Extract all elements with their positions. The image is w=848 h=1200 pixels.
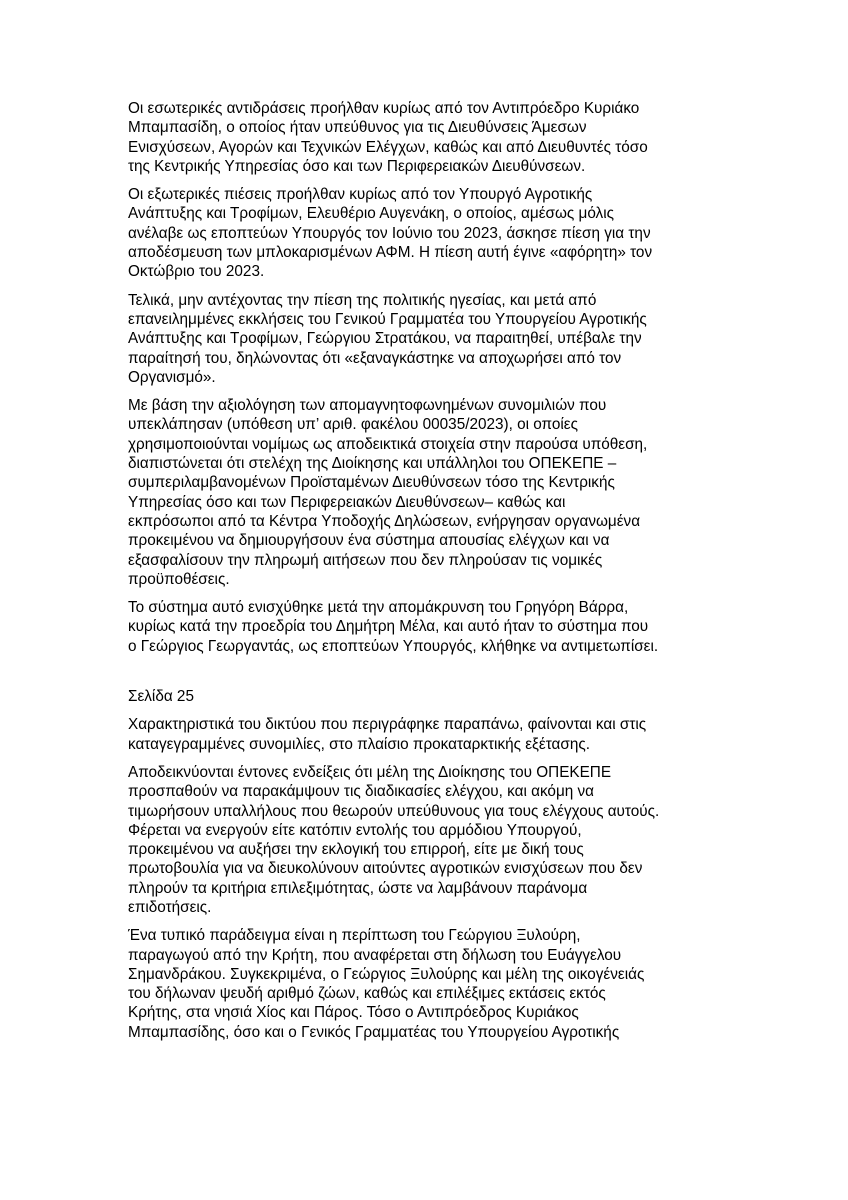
text-line: Με βάση την αξιολόγηση των απομαγνητοφωνημένων συνομιλιών που (128, 397, 607, 415)
text-line: τιμωρήσουν υπαλλήλους που θεωρούν υπεύθυνους για τους ελέγχους αυτούς. (128, 802, 660, 820)
text-line: Οι εξωτερικές πιέσεις προήλθαν κυρίως από τον Υπουργό Αγροτικής (128, 186, 593, 204)
page-number-label: Σελίδα 25 (128, 688, 194, 706)
text-line: υπεκλάπησαν (υπόθεση υπ’ αριθ. φακέλου 00035/2023), οι οποίες (128, 416, 578, 434)
document-page (128, 99, 828, 1051)
text-line: Ένα τυπικό παράδειγμα είναι η περίπτωση του Γεώργιου Ξυλούρη, (128, 927, 581, 945)
text-line: καταγεγραμμένες συνομιλίες, στο πλαίσιο προκαταρκτικής εξέτασης. (128, 735, 590, 753)
text-line: Σημανδράκου. Συγκεκριμένα, ο Γεώργιος Ξυλούρης και μέλη της οικογένειάς (128, 965, 645, 983)
text-line: Ενισχύσεων, Αγορών και Τεχνικών Ελέγχων, καθώς και από Διευθυντές τόσο (128, 138, 648, 156)
paragraph-external-pressures (128, 185, 828, 281)
text-line: Τελικά, μην αντέχοντας την πίεση της πολιτικής ηγεσίας, και μετά από (128, 291, 597, 309)
text-line: πληρούν τα κριτήρια επιλεξιμότητας, ώστε να λαμβάνουν παράνομα (128, 879, 588, 897)
text-line: προκειμένου να δημιουργήσουν ένα σύστημα απουσίας ελέγχων και να (128, 532, 610, 550)
text-line: της Κεντρικής Υπηρεσίας όσο και των Περιφερειακών Διευθύνσεων. (128, 157, 586, 175)
text-line: ανέλαβε ως εποπτεύων Υπουργός τον Ιούνιο του 2023, άσκησε πίεση για την (128, 224, 651, 242)
text-line: Υπηρεσίας όσο και των Περιφερειακών Διευθύνσεων– καθώς και (128, 493, 566, 511)
text-line: Οι εσωτερικές αντιδράσεις προήλθαν κυρίως από τον Αντιπρόεδρο Κυριάκο (128, 100, 640, 117)
text-line: αποδέσμευση των μπλοκαρισμένων ΑΦΜ. Η πίεση αυτή έγινε «αφόρητη» τον (128, 244, 653, 262)
text-line: παραίτησή του, δηλώνοντας ότι «εξαναγκάστηκε να αποχωρήσει από τον (128, 349, 622, 367)
text-line: εκπρόσωποι από τα Κέντρα Υποδοχής Δηλώσεων, ενήργησαν οργανωμένα (128, 512, 641, 530)
text-line: προσπαθούν να παρακάμψουν τις διαδικασίες ελέγχου, και ακόμη να (128, 783, 595, 801)
paragraph-system-reinforced (128, 598, 828, 656)
text-line: Ανάπτυξης και Τροφίμων, Γεώργιου Στρατάκου, να παραιτηθεί, υπέβαλε την (128, 330, 642, 348)
text-line: Το σύστημα αυτό ενισχύθηκε μετά την απομάκρυνση του Γρηγόρη Βάρρα, (128, 599, 629, 617)
text-line: παραγωγού από την Κρήτη, που αναφέρεται στη δήλωση του Ευάγγελου (128, 946, 622, 964)
text-line: προϋποθέσεις. (128, 570, 230, 588)
paragraph-resignation (128, 291, 828, 387)
text-line: διαπιστώνεται ότι στελέχη της Διοίκησης και υπάλληλοι του ΟΠΕΚΕΠΕ – (128, 455, 617, 473)
text-line: Μπαμπασίδης, όσο και ο Γενικός Γραμματέας του Υπουργείου Αγροτικής (128, 1023, 620, 1041)
paragraph-evidence-assessment (128, 396, 828, 589)
paragraph-typical-example (128, 926, 828, 1042)
text-line: Μπαμπασίδη, ο οποίος ήταν υπεύθυνος για τις Διευθύνσεις Άμεσων (128, 119, 587, 137)
text-line: Φέρεται να ενεργούν είτε κατόπιν εντολής του αρμόδιου Υπουργού, (128, 821, 582, 839)
text-line: Αποδεικνύονται έντονες ενδείξεις ότι μέλη της Διοίκησης του ΟΠΕΚΕΠΕ (128, 763, 612, 781)
text-line: Οργανισμό». (128, 368, 216, 386)
text-line: Ανάπτυξης και Τροφίμων, Ελευθέριο Αυγενάκη, ο οποίος, αμέσως μόλις (128, 205, 614, 223)
paragraph-internal-reactions (128, 99, 828, 176)
text-line: προκειμένου να αυξήσει την εκλογική του επιρροή, είτε με δική τους (128, 841, 584, 859)
text-line: Κρήτης, στα νησιά Χίος και Πάρος. Τόσο ο Αντιπρόεδρος Κυριάκος (128, 1004, 579, 1022)
text-line: κυρίως κατά την προεδρία του Δημήτρη Μέλα, και αυτό ήταν το σύστημα που (128, 618, 649, 636)
text-line: επανειλημμένες εκκλήσεις του Γενικού Γραμματέα του Υπουργείου Αγροτικής (128, 310, 647, 328)
paragraph-network-characteristics (128, 715, 828, 754)
text-line: χρησιμοποιούνται νομίμως ως αποδεικτικά στοιχεία στην παρούσα υπόθεση, (128, 435, 648, 453)
section-page-25 (128, 715, 828, 1042)
text-line: συμπεριλαμβανομένων Προϊσταμένων Διευθύνσεων τόσο της Κεντρικής (128, 474, 615, 492)
text-line: Χαρακτηριστικά του δικτύου που περιγράφηκε παραπάνω, φαίνονται και στις (128, 716, 647, 734)
text-line: εξασφαλίσουν την πληρωμή αιτήσεων που δεν πληρούσαν τις νομικές (128, 551, 603, 569)
text-line: επιδοτήσεις. (128, 898, 212, 916)
paragraph-strong-indications (128, 763, 828, 917)
text-line: ο Γεώργιος Γεωργαντάς, ως εποπτεύων Υπουργός, κλήθηκε να αντιμετωπίσει. (128, 637, 659, 655)
section-page-24-continuation (128, 99, 828, 656)
text-line: του δήλωναν ψευδή αριθμό ζώων, καθώς και επιλέξιμες εκτάσεις εκτός (128, 985, 606, 1003)
text-line: πρωτοβουλία για να διευκολύνουν αιτούντες αγροτικών ενισχύσεων που δεν (128, 860, 643, 878)
text-line: Οκτώβριο του 2023. (128, 263, 265, 281)
